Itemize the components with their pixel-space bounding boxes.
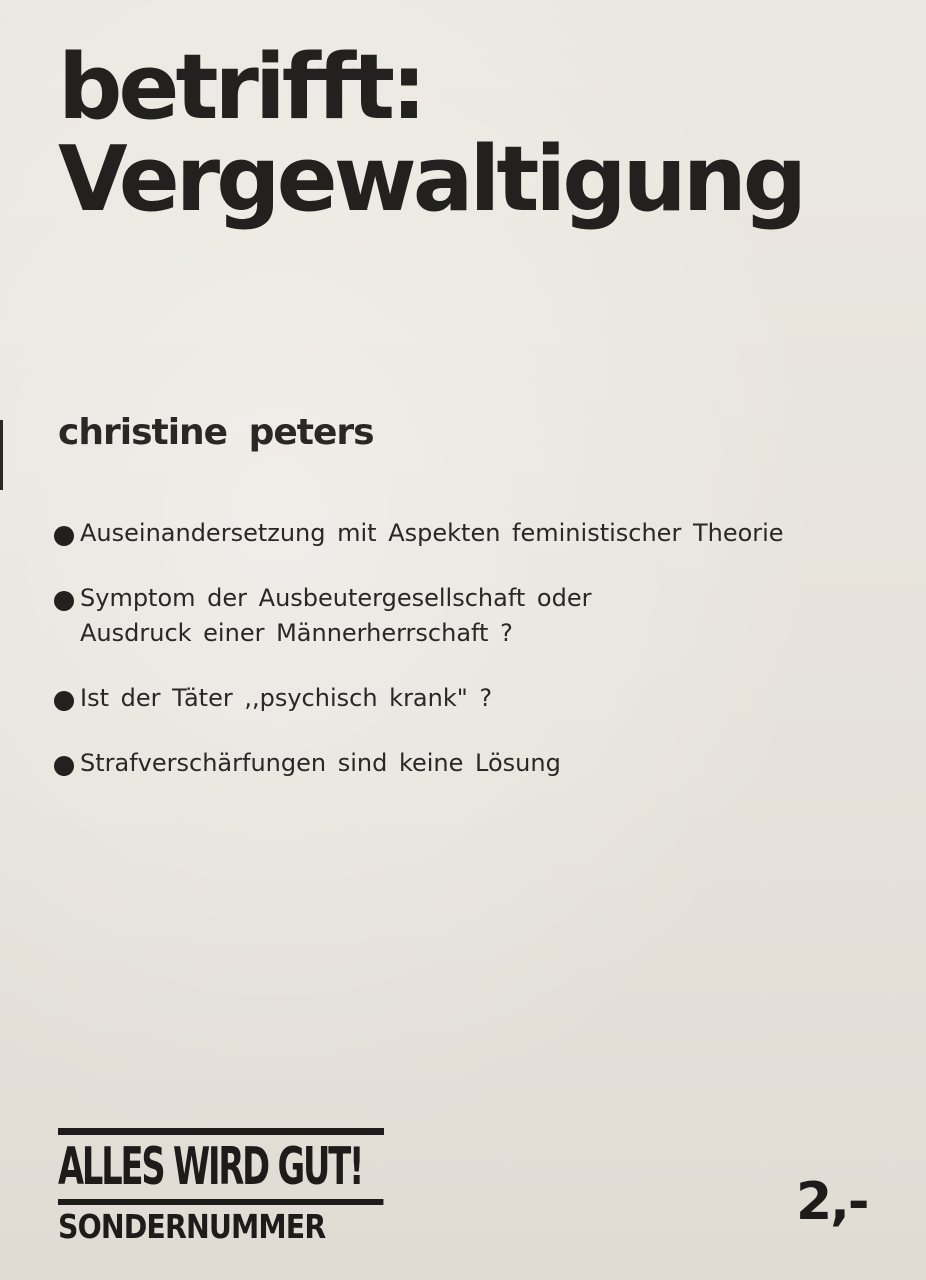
page-edge-mark xyxy=(0,420,3,490)
topic-item xyxy=(50,746,784,781)
title-line-1: betrifft: xyxy=(58,35,424,140)
topic-item xyxy=(50,681,784,716)
masthead-subtitle: SONDERNUMMER xyxy=(58,1207,326,1246)
bullet-icon xyxy=(54,591,74,611)
topic-text: Strafverschärfungen sind keine Lösung xyxy=(80,749,561,777)
bullet-icon xyxy=(54,691,74,711)
author-name: christine peters xyxy=(58,412,374,453)
topic-item xyxy=(50,516,784,551)
bullet-icon xyxy=(54,526,74,546)
masthead-name: ALLES WIRD GUT! xyxy=(58,1135,383,1205)
title-line-2: Vergewaltigung xyxy=(58,127,804,232)
topic-text: Symptom der Ausbeutergesellschaft oder xyxy=(80,584,592,612)
topic-text-continued: Ausdruck einer Männerherrschaft ? xyxy=(80,619,513,647)
bullet-icon xyxy=(54,756,74,776)
topic-list xyxy=(50,516,784,811)
topic-text: Auseinandersetzung mit Aspekten feministischer Theorie xyxy=(80,519,784,547)
publication-masthead xyxy=(58,1128,384,1247)
topic-text: Ist der Täter ,,psychisch krank" ? xyxy=(80,684,493,712)
topic-item xyxy=(50,581,784,651)
price-label: 2,- xyxy=(796,1172,868,1232)
masthead-top-rule xyxy=(58,1128,384,1135)
page-title xyxy=(58,35,804,232)
